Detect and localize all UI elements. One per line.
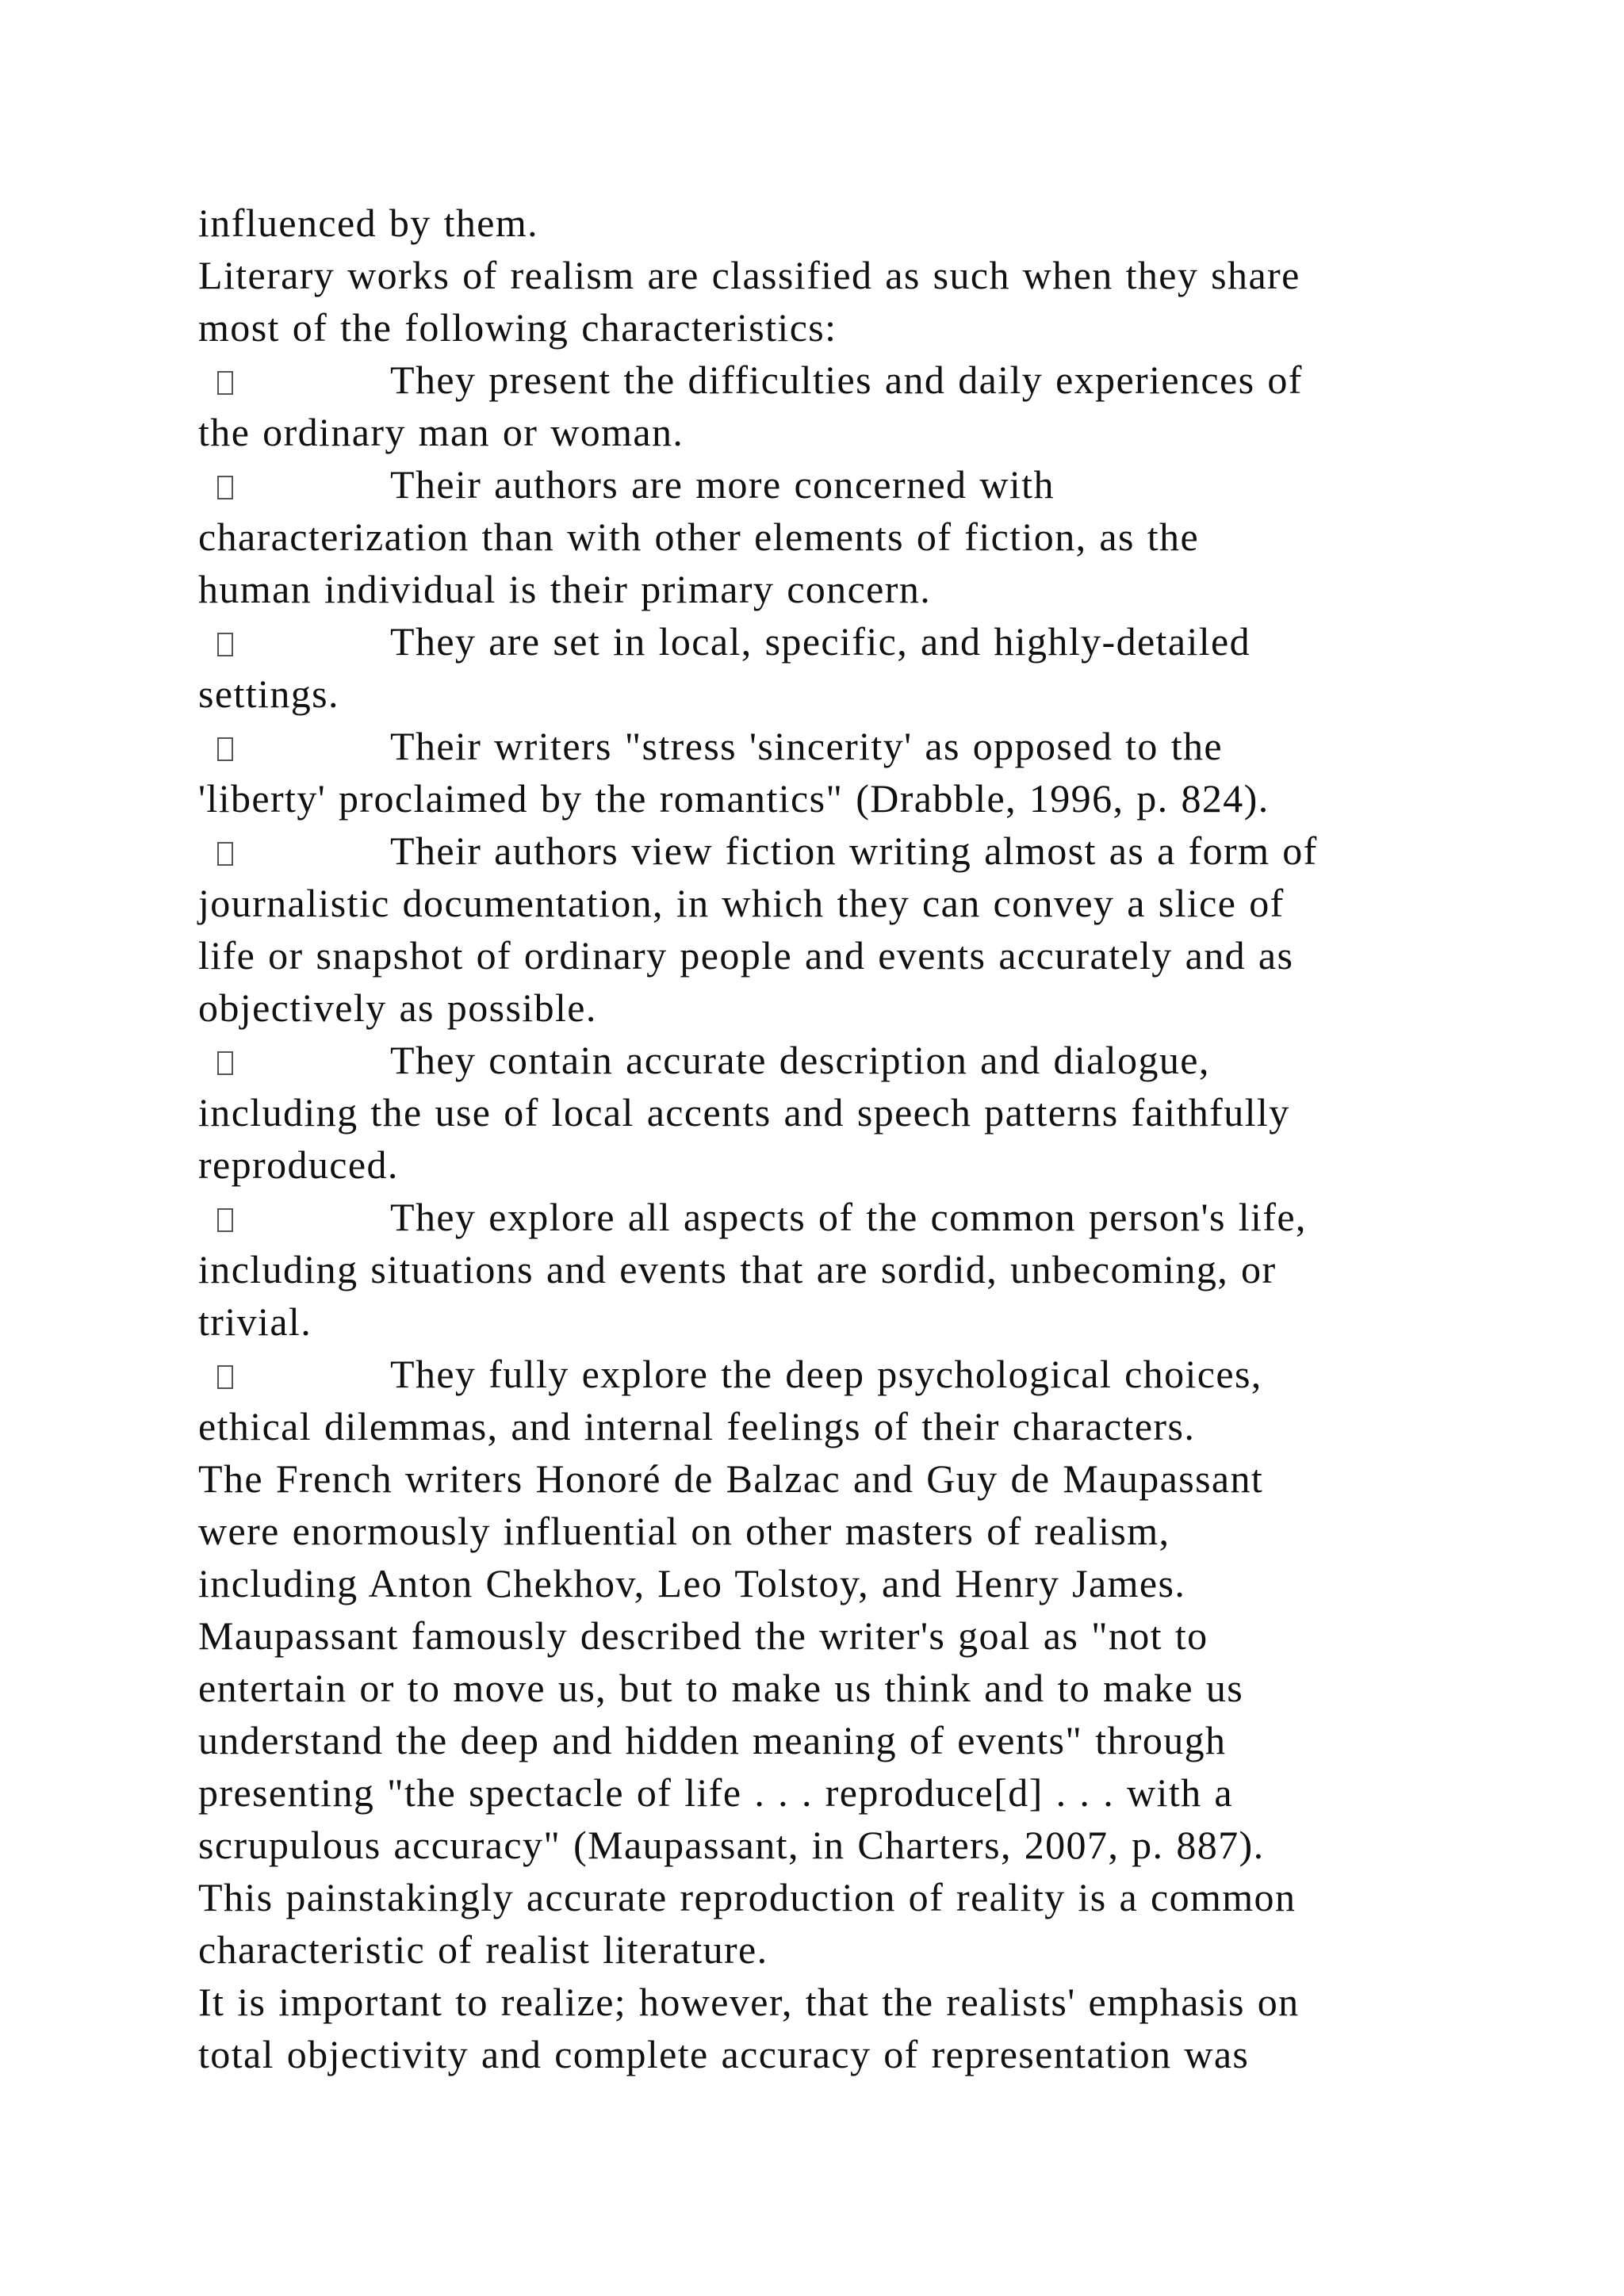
bullet-item-text: Their authors view fiction writing almost as a form of <box>390 828 1318 873</box>
bullet-list-item <box>198 1348 1483 1400</box>
text-line: most of the following characteristics: <box>198 305 837 350</box>
text-line: understand the deep and hidden meaning of events" through <box>198 1718 1227 1762</box>
document-body <box>198 197 1483 2080</box>
text-line: Literary works of realism are classified as such when they share <box>198 253 1300 297</box>
bullet-item-text: They present the difficulties and daily experiences of <box>390 358 1303 402</box>
text-line: It is important to realize; however, that the realists' emphasis on <box>198 1980 1300 2024</box>
bullet-list-item <box>198 458 1483 511</box>
text-line: presenting "the spectacle of life . . . reproduce[d] . . . with a <box>198 1770 1234 1815</box>
text-line: Maupassant famously described the writer's goal as "not to <box>198 1613 1208 1658</box>
text-line: entertain or to move us, but to make us think and to make us <box>198 1666 1244 1710</box>
text-line: scrupulous accuracy" (Maupassant, in Charters, 2007, p. 887). <box>198 1823 1265 1867</box>
missing-glyph-box-icon <box>217 633 233 656</box>
missing-glyph-box-icon <box>217 371 233 395</box>
bullet-list-item <box>198 354 1483 406</box>
bullet-item-text: They fully explore the deep psychological choices, <box>390 1352 1262 1396</box>
text-line: were enormously influential on other masters of realism, <box>198 1509 1170 1553</box>
text-line: The French writers Honoré de Balzac and Guy de Maupassant <box>198 1456 1264 1501</box>
text-line: including situations and events that are sordid, unbecoming, or <box>198 1247 1277 1292</box>
text-line: reproduced. <box>198 1142 399 1187</box>
text-line: including the use of local accents and speech patterns faithfully <box>198 1090 1290 1135</box>
bullet-item-text: They are set in local, specific, and highly-detailed <box>390 619 1251 664</box>
bullet-list-item <box>198 1034 1483 1086</box>
text-line: influenced by them. <box>198 201 539 245</box>
text-line: total objectivity and complete accuracy of representation was <box>198 2032 1250 2076</box>
text-line: life or snapshot of ordinary people and events accurately and as <box>198 933 1294 978</box>
text-line: the ordinary man or woman. <box>198 410 684 454</box>
bullet-list-item <box>198 720 1483 772</box>
bullet-item-text: They contain accurate description and dialogue, <box>390 1038 1210 1082</box>
bullet-list-item <box>198 1191 1483 1243</box>
text-line: characterization than with other elements of fiction, as the <box>198 515 1200 559</box>
text-line: journalistic documentation, in which they can convey a slice of <box>198 881 1285 925</box>
bullet-list-item <box>198 615 1483 668</box>
text-line: trivial. <box>198 1299 312 1344</box>
bullet-item-text: Their writers "stress 'sincerity' as opposed to the <box>390 724 1223 768</box>
text-line: This painstakingly accurate reproduction of reality is a common <box>198 1875 1297 1919</box>
missing-glyph-box-icon <box>217 1051 233 1075</box>
bullet-item-text: They explore all aspects of the common person's life, <box>390 1195 1307 1239</box>
missing-glyph-box-icon <box>217 1365 233 1389</box>
text-line: including Anton Chekhov, Leo Tolstoy, and Henry James. <box>198 1561 1186 1605</box>
text-line: objectively as possible. <box>198 985 597 1030</box>
missing-glyph-box-icon <box>217 842 233 866</box>
text-line: ethical dilemmas, and internal feelings of their characters. <box>198 1404 1196 1448</box>
missing-glyph-box-icon <box>217 737 233 761</box>
text-line: characteristic of realist literature. <box>198 1927 768 1972</box>
bullet-item-text: Their authors are more concerned with <box>390 462 1055 507</box>
missing-glyph-box-icon <box>217 1208 233 1232</box>
missing-glyph-box-icon <box>217 476 233 499</box>
bullet-list-item <box>198 825 1483 877</box>
text-line: 'liberty' proclaimed by the romantics" (Drabble, 1996, p. 824). <box>198 776 1270 821</box>
text-line: settings. <box>198 672 339 716</box>
text-line: human individual is their primary concern. <box>198 567 932 611</box>
